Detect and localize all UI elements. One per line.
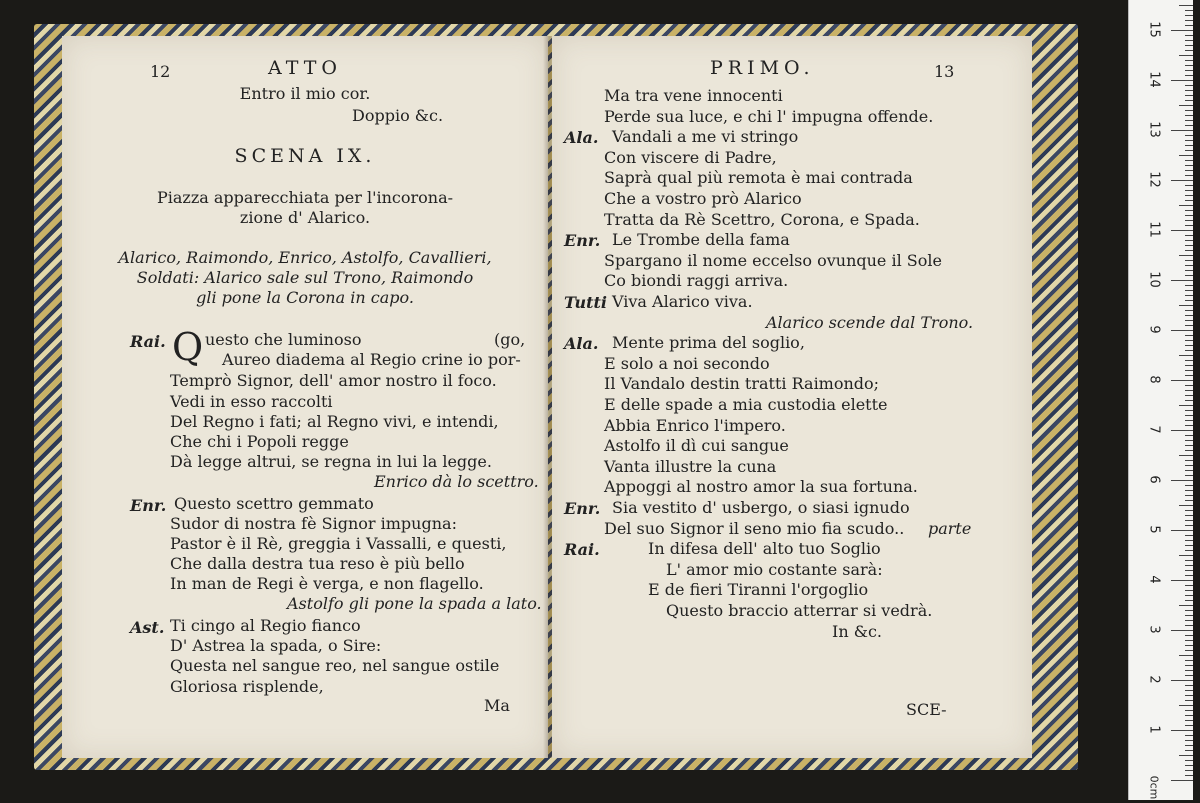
ruler-tick bbox=[1185, 570, 1193, 571]
verse-line: Viva Alarico viva. bbox=[612, 292, 753, 311]
verse-line: Vandali a me vi stringo bbox=[612, 127, 799, 147]
ruler-tick bbox=[1185, 215, 1193, 216]
verse-line: Tratta da Rè Scettro, Corona, e Spada. bbox=[604, 209, 920, 229]
verse-line: D' Astrea la spada, o Sire: bbox=[170, 636, 382, 655]
ruler-tick bbox=[1185, 370, 1193, 371]
ruler-tick bbox=[1185, 165, 1193, 166]
ruler-tick bbox=[1185, 700, 1193, 701]
ruler-number: 14 bbox=[1146, 71, 1162, 88]
ruler-number: 6 bbox=[1146, 475, 1162, 484]
ruler-tick bbox=[1185, 85, 1193, 86]
ruler-tick bbox=[1185, 350, 1193, 351]
ruler-tick bbox=[1185, 450, 1193, 451]
ruler-tick bbox=[1171, 280, 1193, 281]
ruler-tick bbox=[1185, 15, 1193, 16]
ruler-tick bbox=[1185, 60, 1193, 61]
verse-line: Ma tra vene innocenti bbox=[604, 86, 783, 105]
verse-line: L' amor mio costante sarà: bbox=[666, 559, 883, 579]
ruler-tick bbox=[1179, 705, 1193, 706]
ruler-tick bbox=[1185, 240, 1193, 241]
ruler-tick bbox=[1185, 335, 1193, 336]
verse-line: Il Vandalo destin tratti Raimondo; bbox=[604, 374, 880, 394]
ruler-number: 2 bbox=[1146, 675, 1162, 684]
ruler-tick bbox=[1185, 740, 1193, 741]
ruler-tick bbox=[1185, 315, 1193, 316]
ruler-tick bbox=[1185, 250, 1193, 251]
ruler-tick bbox=[1185, 170, 1193, 171]
ruler-tick bbox=[1171, 780, 1193, 781]
ruler-tick bbox=[1179, 255, 1193, 256]
ruler-tick bbox=[1171, 730, 1193, 731]
ruler-tick bbox=[1185, 765, 1193, 766]
ruler-tick bbox=[1185, 385, 1193, 386]
verse-line: Astolfo il dì cui sangue bbox=[604, 436, 789, 456]
ruler-tick bbox=[1185, 495, 1193, 496]
ruler-tick bbox=[1185, 35, 1193, 36]
verse-line: (go, bbox=[494, 330, 526, 349]
ruler-tick bbox=[1185, 175, 1193, 176]
verse-line: Aureo diadema al Regio crine io por- bbox=[222, 350, 521, 369]
ruler-tick bbox=[1179, 505, 1193, 506]
ruler-tick bbox=[1185, 260, 1193, 261]
measurement-ruler bbox=[1128, 0, 1193, 800]
ruler-tick bbox=[1185, 565, 1193, 566]
ruler-tick bbox=[1185, 320, 1193, 321]
stage-direction: gli pone la Corona in capo. bbox=[196, 288, 414, 307]
ruler-tick bbox=[1185, 435, 1193, 436]
ruler-tick bbox=[1171, 80, 1193, 81]
ruler-tick bbox=[1185, 390, 1193, 391]
ruler-tick bbox=[1185, 90, 1193, 91]
verse-line: Sudor di nostra fè Signor impugna: bbox=[170, 514, 457, 533]
ruler-number: 8 bbox=[1146, 375, 1162, 384]
catchword: Ma bbox=[484, 696, 510, 715]
stage-direction: Astolfo gli pone la spada a lato. bbox=[287, 594, 542, 613]
ruler-tick bbox=[1185, 675, 1193, 676]
verse-line: Pastor è il Rè, greggia i Vassalli, e questi, bbox=[170, 534, 507, 553]
ruler-tick bbox=[1185, 125, 1193, 126]
speaker-label: Ala. bbox=[564, 334, 599, 354]
ruler-number: 3 bbox=[1146, 625, 1162, 634]
ruler-tick bbox=[1185, 110, 1193, 111]
verse-line: Spargano il nome eccelso ovunque il Sole bbox=[604, 250, 942, 270]
ruler-tick bbox=[1179, 105, 1193, 106]
ruler-number: 11 bbox=[1146, 221, 1162, 238]
speaker-label: Enr. bbox=[564, 499, 601, 518]
ruler-tick bbox=[1171, 530, 1193, 531]
ruler-tick bbox=[1185, 265, 1193, 266]
ruler-tick bbox=[1185, 220, 1193, 221]
ruler-number: 9 bbox=[1146, 325, 1162, 334]
ruler-tick bbox=[1185, 490, 1193, 491]
ruler-number: 13 bbox=[1146, 121, 1162, 138]
running-head-left: ATTO bbox=[268, 57, 342, 79]
ruler-tick bbox=[1185, 410, 1193, 411]
ruler-tick bbox=[1185, 665, 1193, 666]
ruler-tick bbox=[1185, 40, 1193, 41]
ruler-tick bbox=[1171, 330, 1193, 331]
ruler-tick bbox=[1185, 10, 1193, 11]
ruler-tick bbox=[1171, 130, 1193, 131]
ruler-tick bbox=[1185, 270, 1193, 271]
ruler-tick bbox=[1185, 670, 1193, 671]
ruler-tick bbox=[1185, 640, 1193, 641]
verse-line: Sia vestito d' usbergo, o siasi ignudo bbox=[612, 498, 910, 517]
scene-setting: zione d' Alarico. bbox=[239, 208, 371, 227]
stage-direction: Alarico, Raimondo, Enrico, Astolfo, Cavallieri, bbox=[118, 248, 492, 267]
verse-line: E solo a noi secondo bbox=[604, 353, 770, 373]
ruler-tick bbox=[1185, 545, 1193, 546]
scene-title: SCENA IX. bbox=[234, 145, 376, 167]
verse-line: In &c. bbox=[832, 621, 882, 641]
verse-line: Perde sua luce, e chi l' impugna offende. bbox=[604, 106, 934, 126]
ruler-tick bbox=[1185, 575, 1193, 576]
verse-line: Vedi in esso raccolti bbox=[170, 392, 333, 411]
ruler-tick bbox=[1179, 305, 1193, 306]
right-page bbox=[552, 36, 1032, 758]
ruler-tick bbox=[1185, 245, 1193, 246]
ruler-tick bbox=[1179, 205, 1193, 206]
ruler-tick bbox=[1185, 440, 1193, 441]
running-head-right: PRIMO. bbox=[710, 57, 815, 79]
verse-line: Vanta illustre la cuna bbox=[604, 456, 777, 476]
ruler-tick bbox=[1185, 465, 1193, 466]
ruler-tick bbox=[1185, 65, 1193, 66]
verse-line: Temprò Signor, dell' amor nostro il foco. bbox=[170, 371, 497, 390]
ruler-tick bbox=[1179, 355, 1193, 356]
ruler-tick bbox=[1185, 400, 1193, 401]
ruler-tick bbox=[1185, 135, 1193, 136]
ruler-tick bbox=[1185, 695, 1193, 696]
text-line: Doppio &c. bbox=[352, 106, 444, 125]
ruler-tick bbox=[1171, 680, 1193, 681]
ruler-tick bbox=[1185, 300, 1193, 301]
ruler-tick bbox=[1185, 515, 1193, 516]
ruler-tick bbox=[1185, 340, 1193, 341]
ruler-number: 7 bbox=[1146, 425, 1162, 434]
ruler-tick bbox=[1185, 75, 1193, 76]
verse-line: In man de Regi è verga, e non flagello. bbox=[170, 574, 484, 593]
ruler-tick bbox=[1179, 55, 1193, 56]
ruler-number: 15 bbox=[1146, 21, 1162, 38]
ruler-tick bbox=[1185, 25, 1193, 26]
ruler-tick bbox=[1185, 100, 1193, 101]
ruler-tick bbox=[1185, 645, 1193, 646]
ruler-tick bbox=[1179, 155, 1193, 156]
ruler-tick bbox=[1185, 525, 1193, 526]
ruler-tick bbox=[1185, 325, 1193, 326]
ruler-tick bbox=[1185, 20, 1193, 21]
ruler-tick bbox=[1171, 580, 1193, 581]
verse-line: Questo scettro gemmato bbox=[174, 494, 374, 513]
verse-line: Co biondi raggi arriva. bbox=[604, 271, 789, 291]
ruler-tick bbox=[1185, 485, 1193, 486]
ruler-tick bbox=[1185, 290, 1193, 291]
ruler-unit: 0cm bbox=[1147, 775, 1161, 800]
ruler-tick bbox=[1185, 140, 1193, 141]
ruler-tick bbox=[1179, 405, 1193, 406]
ruler-tick bbox=[1185, 235, 1193, 236]
ruler-number: 12 bbox=[1146, 171, 1162, 188]
verse-line: Le Trombe della fama bbox=[612, 230, 790, 250]
ruler-tick bbox=[1185, 540, 1193, 541]
ruler-tick bbox=[1185, 650, 1193, 651]
ruler-tick bbox=[1185, 210, 1193, 211]
ruler-tick bbox=[1185, 275, 1193, 276]
speaker-label: Enr. bbox=[130, 496, 167, 515]
ruler-tick bbox=[1179, 755, 1193, 756]
ruler-tick bbox=[1185, 225, 1193, 226]
verse-line: Abbia Enrico l'impero. bbox=[604, 415, 786, 435]
ruler-tick bbox=[1185, 160, 1193, 161]
ruler-tick bbox=[1185, 590, 1193, 591]
ruler-tick bbox=[1185, 295, 1193, 296]
ruler-tick bbox=[1185, 690, 1193, 691]
verse-line: Con viscere di Padre, bbox=[604, 147, 777, 167]
speaker-label: Ala. bbox=[564, 128, 599, 148]
ruler-tick bbox=[1171, 30, 1193, 31]
verse-line: In difesa dell' alto tuo Soglio bbox=[648, 539, 881, 559]
ruler-tick bbox=[1185, 635, 1193, 636]
ruler-tick bbox=[1185, 345, 1193, 346]
verse-line: Del suo Signor il seno mio fia scudo.. bbox=[604, 518, 905, 538]
ruler-tick bbox=[1185, 415, 1193, 416]
ruler-tick bbox=[1185, 45, 1193, 46]
ruler-tick bbox=[1179, 455, 1193, 456]
ruler-tick bbox=[1185, 720, 1193, 721]
ruler-tick bbox=[1185, 615, 1193, 616]
ruler-tick bbox=[1185, 425, 1193, 426]
ruler-tick bbox=[1179, 655, 1193, 656]
ruler-tick bbox=[1171, 430, 1193, 431]
speaker-label: Rai. bbox=[564, 540, 600, 560]
ruler-tick bbox=[1185, 625, 1193, 626]
ruler-tick bbox=[1185, 770, 1193, 771]
verse-line: Questa nel sangue reo, nel sangue ostile bbox=[170, 656, 500, 675]
ruler-tick bbox=[1185, 470, 1193, 471]
ruler-tick bbox=[1185, 715, 1193, 716]
left-page bbox=[62, 36, 548, 758]
speaker-label: Ast. bbox=[130, 618, 165, 637]
ruler-tick bbox=[1185, 200, 1193, 201]
ruler-tick bbox=[1185, 560, 1193, 561]
ruler-tick bbox=[1185, 310, 1193, 311]
verse-line: E delle spade a mia custodia elette bbox=[604, 395, 888, 414]
ruler-tick bbox=[1185, 475, 1193, 476]
stage-direction: Enrico dà lo scettro. bbox=[374, 472, 539, 491]
ruler-tick bbox=[1185, 500, 1193, 501]
ruler-tick bbox=[1185, 285, 1193, 286]
ruler-tick bbox=[1185, 750, 1193, 751]
ruler-tick bbox=[1185, 185, 1193, 186]
ruler-tick bbox=[1185, 420, 1193, 421]
ruler-tick bbox=[1185, 395, 1193, 396]
speaker-label: Tutti bbox=[564, 293, 607, 312]
ruler-tick bbox=[1185, 70, 1193, 71]
ruler-tick bbox=[1171, 630, 1193, 631]
ruler-tick bbox=[1185, 375, 1193, 376]
stage-direction: parte bbox=[928, 518, 972, 538]
drop-capital: Q bbox=[172, 325, 204, 369]
page-number-left: 12 bbox=[150, 62, 171, 81]
ruler-tick bbox=[1185, 685, 1193, 686]
verse-line: Del Regno i fati; al Regno vivi, e intendi, bbox=[170, 412, 499, 431]
text-line: Entro il mio cor. bbox=[239, 84, 371, 103]
stage-direction: Soldati: Alarico sale sul Trono, Raimondo bbox=[136, 268, 474, 287]
ruler-tick bbox=[1185, 535, 1193, 536]
ruler-tick bbox=[1179, 555, 1193, 556]
ruler-tick bbox=[1171, 380, 1193, 381]
ruler-tick bbox=[1185, 50, 1193, 51]
verse-line: uesto che luminoso bbox=[205, 330, 362, 349]
verse-line: Dà legge altrui, se regna in lui la legge. bbox=[170, 452, 492, 471]
ruler-tick bbox=[1185, 95, 1193, 96]
verse-line: Questo braccio atterrar si vedrà. bbox=[666, 601, 933, 620]
ruler-tick bbox=[1185, 145, 1193, 146]
ruler-number: 10 bbox=[1146, 271, 1162, 288]
ruler-tick bbox=[1185, 620, 1193, 621]
verse-line: Saprà qual più remota è mai contrada bbox=[604, 168, 913, 188]
verse-line: Mente prima del soglio, bbox=[612, 333, 805, 353]
ruler-tick bbox=[1171, 230, 1193, 231]
ruler-tick bbox=[1185, 360, 1193, 361]
ruler-tick bbox=[1185, 520, 1193, 521]
ruler-tick bbox=[1185, 550, 1193, 551]
ruler-tick bbox=[1171, 480, 1193, 481]
ruler-tick bbox=[1185, 710, 1193, 711]
ruler-tick bbox=[1185, 445, 1193, 446]
ruler-tick bbox=[1185, 660, 1193, 661]
verse-line: Gloriosa risplende, bbox=[170, 677, 324, 696]
ruler-tick bbox=[1185, 735, 1193, 736]
verse-line: Appoggi al nostro amor la sua fortuna. bbox=[604, 477, 918, 497]
ruler-tick bbox=[1179, 605, 1193, 606]
page-number-right: 13 bbox=[934, 62, 955, 81]
ruler-tick bbox=[1185, 120, 1193, 121]
ruler-tick bbox=[1171, 180, 1193, 181]
speaker-label: Enr. bbox=[564, 231, 601, 251]
ruler-number: 5 bbox=[1146, 525, 1162, 534]
ruler-tick bbox=[1185, 585, 1193, 586]
scene-setting: Piazza apparecchiata per l'incorona- bbox=[156, 188, 454, 207]
ruler-tick bbox=[1185, 460, 1193, 461]
ruler-tick bbox=[1185, 760, 1193, 761]
ruler-tick bbox=[1185, 510, 1193, 511]
verse-line: Che a vostro prò Alarico bbox=[604, 189, 802, 208]
verse-line: E de fieri Tiranni l'orgoglio bbox=[648, 580, 869, 600]
ruler-tick bbox=[1185, 365, 1193, 366]
catchword: SCE- bbox=[906, 700, 947, 719]
ruler-number: 4 bbox=[1146, 575, 1162, 584]
ruler-number: 1 bbox=[1146, 725, 1162, 734]
ruler-tick bbox=[1185, 725, 1193, 726]
stage-direction: Alarico scende dal Trono. bbox=[766, 312, 974, 332]
ruler-tick bbox=[1179, 5, 1193, 6]
ruler-tick bbox=[1185, 775, 1193, 776]
ruler-tick bbox=[1185, 745, 1193, 746]
ruler-tick bbox=[1185, 115, 1193, 116]
ruler-tick bbox=[1185, 595, 1193, 596]
verse-line: Ti cingo al Regio fianco bbox=[170, 616, 361, 635]
verse-line: Che chi i Popoli regge bbox=[170, 432, 349, 451]
verse-line: Che dalla destra tua reso è più bello bbox=[170, 554, 465, 573]
ruler-tick bbox=[1185, 610, 1193, 611]
ruler-tick bbox=[1185, 195, 1193, 196]
ruler-tick bbox=[1185, 600, 1193, 601]
ruler-tick bbox=[1185, 150, 1193, 151]
speaker-label: Rai. bbox=[130, 332, 166, 351]
ruler-tick bbox=[1185, 190, 1193, 191]
